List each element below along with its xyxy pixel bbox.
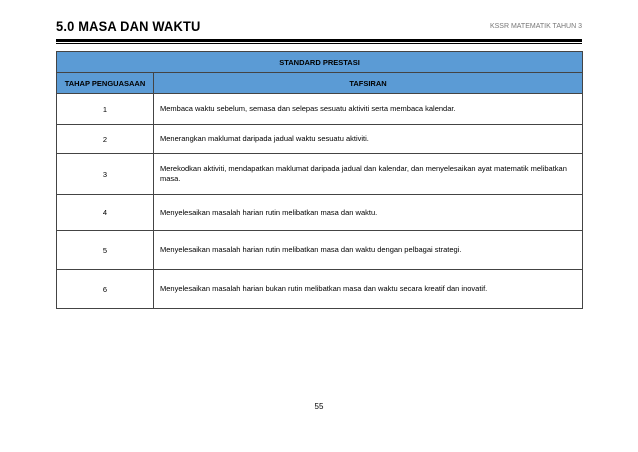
description-cell: Membaca waktu sebelum, semasa dan selepas sesuatu aktiviti serta membaca kalendar.	[154, 94, 583, 125]
table-row	[57, 94, 583, 125]
document-subtitle: KSSR MATEMATIK TAHUN 3	[489, 23, 582, 30]
table-row	[57, 125, 583, 154]
table-row	[57, 231, 583, 270]
header-divider	[56, 39, 582, 42]
level-cell: 3	[57, 154, 154, 195]
level-cell: 2	[57, 125, 154, 154]
page-number: 55	[314, 402, 324, 411]
table-caption-row	[57, 52, 583, 73]
level-cell: 6	[57, 270, 154, 309]
column-header-description: TAFSIRAN	[154, 73, 583, 94]
description-cell: Merekodkan aktiviti, mendapatkan maklumat daripada jadual dan kalendar, dan menyelesaikan ayat matematik melibatkan masa.	[154, 154, 583, 195]
table-row	[57, 270, 583, 309]
description-cell: Menerangkan maklumat daripada jadual waktu sesuatu aktiviti.	[154, 125, 583, 154]
description-cell: Menyelesaikan masalah harian bukan rutin melibatkan masa dan waktu secara kreatif dan inovatif.	[154, 270, 583, 309]
level-cell: 4	[57, 195, 154, 231]
table-row	[57, 195, 583, 231]
standard-prestasi-table	[56, 51, 583, 309]
table-header-row	[57, 73, 583, 94]
table-row	[57, 154, 583, 195]
level-cell: 1	[57, 94, 154, 125]
description-cell: Menyelesaikan masalah harian rutin melibatkan masa dan waktu.	[154, 195, 583, 231]
header-divider-thin	[56, 43, 582, 44]
description-cell: Menyelesaikan masalah harian rutin melibatkan masa dan waktu dengan pelbagai strategi.	[154, 231, 583, 270]
table-caption: STANDARD PRESTASI	[57, 52, 583, 73]
page-title: 5.0 MASA DAN WAKTU	[56, 18, 201, 34]
column-header-level: TAHAP PENGUASAAN	[57, 73, 154, 94]
level-cell: 5	[57, 231, 154, 270]
